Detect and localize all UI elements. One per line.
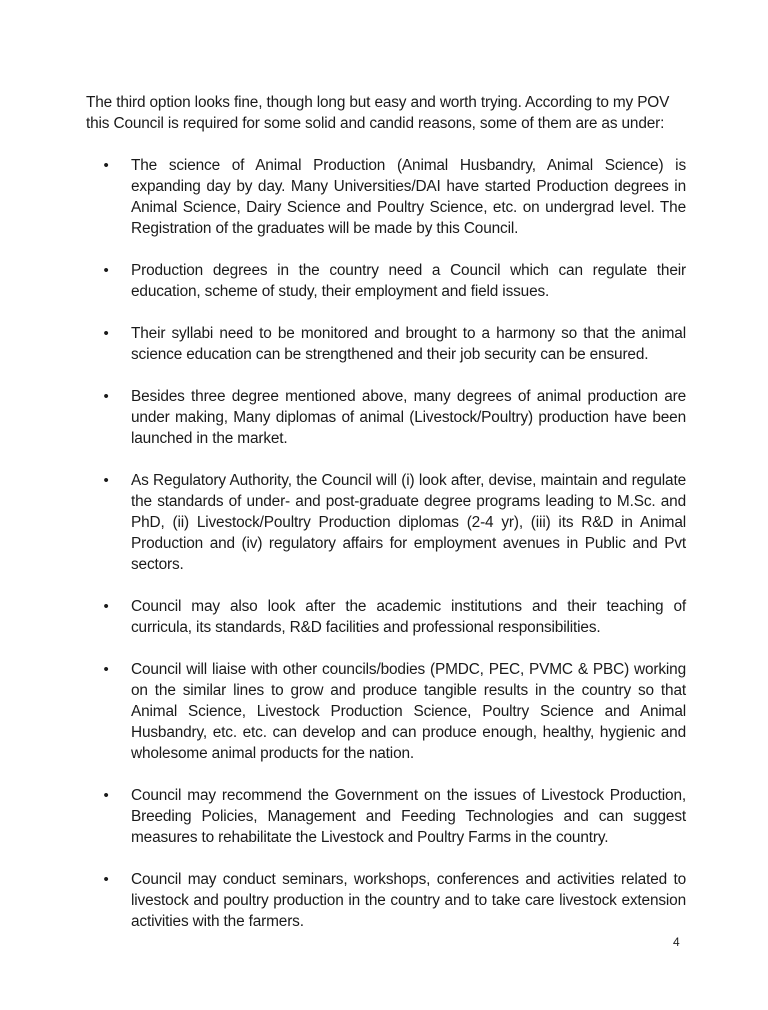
bullet-icon: • <box>103 472 109 489</box>
list-item <box>86 155 686 239</box>
bullet-icon: • <box>103 157 109 174</box>
list-item <box>86 785 686 848</box>
list-item-text: The science of Animal Production (Animal Husbandry, Animal Science) is expanding day by day. Many Universities/DAI have started Production degrees in Animal Science, Dairy Science and Poultry Science, etc. on undergrad level. The Registration of the graduates will be made by this Council. <box>131 157 686 237</box>
bullet-icon: • <box>103 262 109 279</box>
list-item-text: Their syllabi need to be monitored and brought to a harmony so that the animal science education can be strengthened and their job security can be ensured. <box>131 325 686 363</box>
reasons-list <box>86 155 686 953</box>
list-item <box>86 470 686 575</box>
list-item <box>86 386 686 449</box>
list-item-text: Besides three degree mentioned above, many degrees of animal production are under making, Many diplomas of animal (Livestock/Poultry) production have been launched in the market. <box>131 388 686 447</box>
list-item <box>86 659 686 764</box>
bullet-icon: • <box>103 871 109 888</box>
intro-paragraph: The third option looks fine, though long but easy and worth trying. According to my POV this Council is required for some solid and candid reasons, some of them are as under: <box>86 94 670 132</box>
list-item <box>86 596 686 638</box>
bullet-icon: • <box>103 661 109 678</box>
page-number: 4 <box>673 935 680 949</box>
list-item-text: Production degrees in the country need a Council which can regulate their education, scheme of study, their employment and field issues. <box>131 262 686 300</box>
bullet-icon: • <box>103 598 109 615</box>
list-item <box>86 260 686 302</box>
list-item-text: Council may conduct seminars, workshops, conferences and activities related to livestock and poultry production in the country and to take care livestock extension activities with the farmers. <box>131 871 686 930</box>
bullet-icon: • <box>103 325 109 342</box>
bullet-icon: • <box>103 388 109 405</box>
list-item-text: Council will liaise with other councils/bodies (PMDC, PEC, PVMC & PBC) working on the similar lines to grow and produce tangible results in the country so that Animal Science, Livestock Production Science, Poultry Science and Animal Husbandry, etc. etc. can develop and can produce enough, healthy, hygienic and wholesome animal products for the nation. <box>131 661 686 762</box>
list-item <box>86 323 686 365</box>
list-item-text: Council may recommend the Government on the issues of Livestock Production, Breeding Policies, Management and Feeding Technologies and can suggest measures to rehabilitate the Livestock and Poultry Farms in the country. <box>131 787 686 846</box>
list-item <box>86 869 686 932</box>
list-item-text: Council may also look after the academic institutions and their teaching of curricula, its standards, R&D facilities and professional responsibilities. <box>131 598 686 636</box>
list-item-text: As Regulatory Authority, the Council will (i) look after, devise, maintain and regulate the standards of under- and post-graduate degree programs leading to M.Sc. and PhD, (ii) Livestock/Poultry Production diplomas (2-4 yr), (iii) its R&D in Animal Production and (iv) regulatory affairs for employment avenues in Public and Pvt sectors. <box>131 472 686 573</box>
bullet-icon: • <box>103 787 109 804</box>
